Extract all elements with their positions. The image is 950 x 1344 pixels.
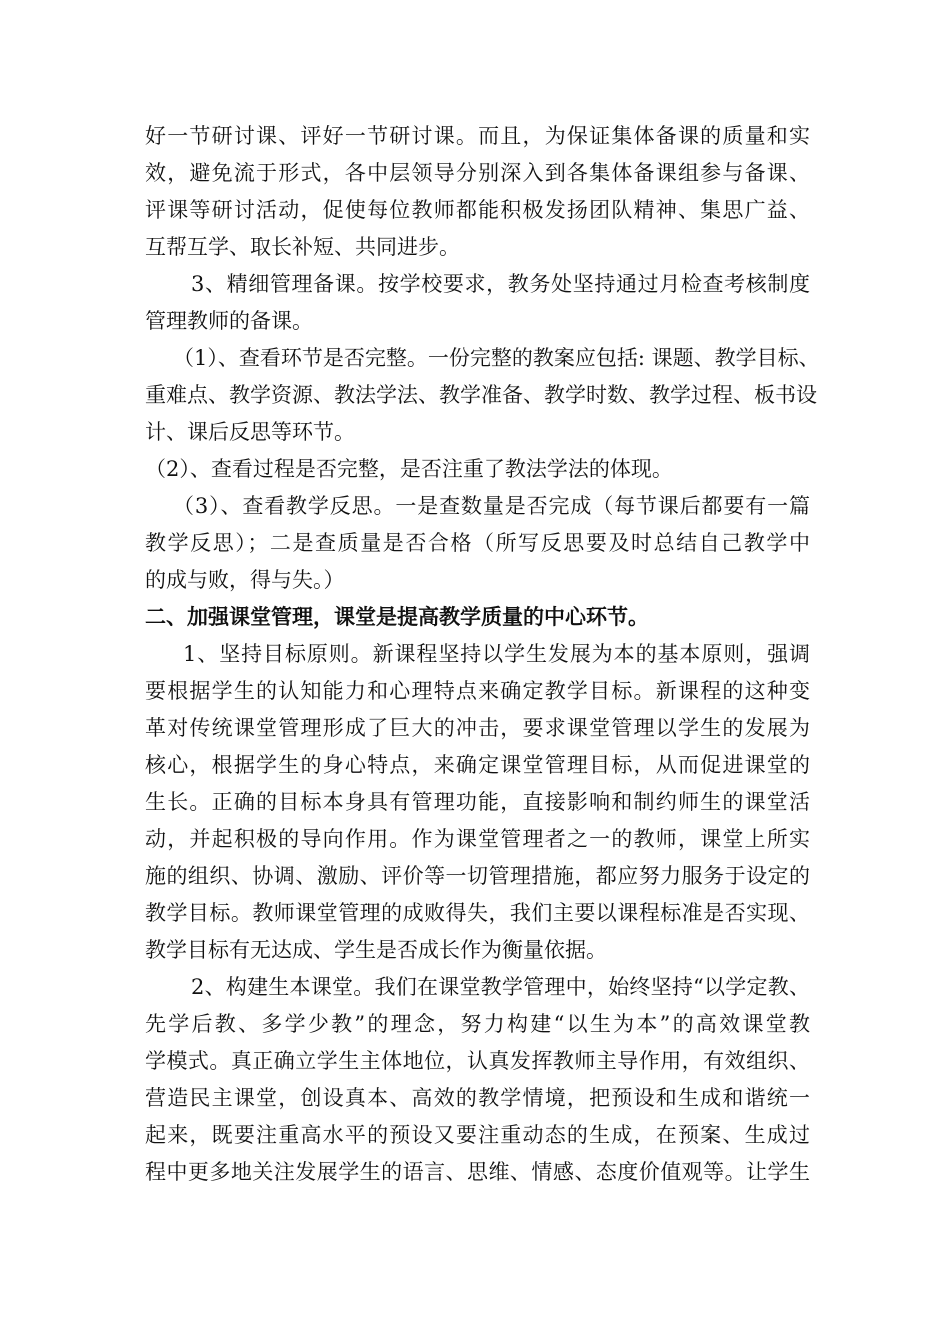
paragraph-line: 生长。正确的目标本身具有管理功能，直接影响和制约师生的课堂活 xyxy=(145,790,810,814)
paragraph-line: 程中更多地关注发展学生的语言、思维、情感、态度价值观等。让学生 xyxy=(145,1160,810,1184)
document-body-text xyxy=(145,118,820,1191)
paragraph-line: （3）、查看教学反思。一是查数量是否完成（每节课后都要有一篇 xyxy=(173,494,810,518)
paragraph-line: 动，并起积极的导向作用。作为课堂管理者之一的教师，课堂上所实 xyxy=(145,827,810,851)
paragraph-line: 学模式。真正确立学生主体地位，认真发挥教师主导作用，有效组织、 xyxy=(145,1049,810,1073)
paragraph-line: 的成与败，得与失。） xyxy=(145,568,345,592)
section-heading-line: 二、加强课堂管理，课堂是提高教学质量的中心环节。 xyxy=(145,605,649,629)
paragraph-line: 革对传统课堂管理形成了巨大的冲击，要求课堂管理以学生的发展为 xyxy=(145,716,810,740)
paragraph-line: 教学目标有无达成、学生是否成长作为衡量依据。 xyxy=(145,938,607,962)
paragraph-line: 起来，既要注重高水平的预设又要注重动态的生成，在预案、生成过 xyxy=(145,1123,810,1147)
paragraph-line: 营造民主课堂，创设真本、高效的教学情境，把预设和生成和谐统一 xyxy=(145,1086,810,1110)
paragraph-line: 管理教师的备课。 xyxy=(145,309,313,333)
paragraph-line: 好一节研讨课、评好一节研讨课。而且，为保证集体备课的质量和实 xyxy=(145,124,810,148)
paragraph-line: 重难点、教学资源、教法学法、教学准备、教学时数、教学过程、板书设 xyxy=(145,383,817,407)
paragraph-line: 3、精细管理备课。按学校要求，教务处坚持通过月检查考核制度 xyxy=(191,272,810,296)
paragraph-line: 教学反思）；二是查质量是否合格（所写反思要及时总结自己教学中 xyxy=(145,531,810,555)
paragraph-line: 互帮互学、取长补短、共同进步。 xyxy=(145,235,460,259)
paragraph-line: 效，避免流于形式，各中层领导分别深入到各集体备课组参与备课、 xyxy=(145,161,810,185)
paragraph-line: 先学后教、多学少教”的理念，努力构建“以生为本”的高效课堂教 xyxy=(145,1012,810,1036)
paragraph-line: 计、课后反思等环节。 xyxy=(145,420,355,444)
paragraph-line: 要根据学生的认知能力和心理特点来确定教学目标。新课程的这种变 xyxy=(145,679,810,703)
paragraph-line: 2、构建生本课堂。我们在课堂教学管理中，始终坚持“以学定教、 xyxy=(191,975,810,999)
paragraph-line: （1）、查看环节是否完整。一份完整的教案应包括: 课题、教学目标、 xyxy=(173,346,820,370)
paragraph-line: （2）、查看过程是否完整，是否注重了教法学法的体现。 xyxy=(145,457,673,481)
paragraph-line: 评课等研讨活动，促使每位教师都能积极发扬团队精神、集思广益、 xyxy=(145,198,810,222)
paragraph-line: 教学目标。教师课堂管理的成败得失，我们主要以课程标准是否实现、 xyxy=(145,901,810,925)
paragraph-line: 1、坚持目标原则。新课程坚持以学生发展为本的基本原则，强调 xyxy=(183,642,810,666)
paragraph-line: 核心，根据学生的身心特点，来确定课堂管理目标，从而促进课堂的 xyxy=(145,753,810,777)
paragraph-line: 施的组织、协调、激励、评价等一切管理措施，都应努力服务于设定的 xyxy=(145,864,810,888)
